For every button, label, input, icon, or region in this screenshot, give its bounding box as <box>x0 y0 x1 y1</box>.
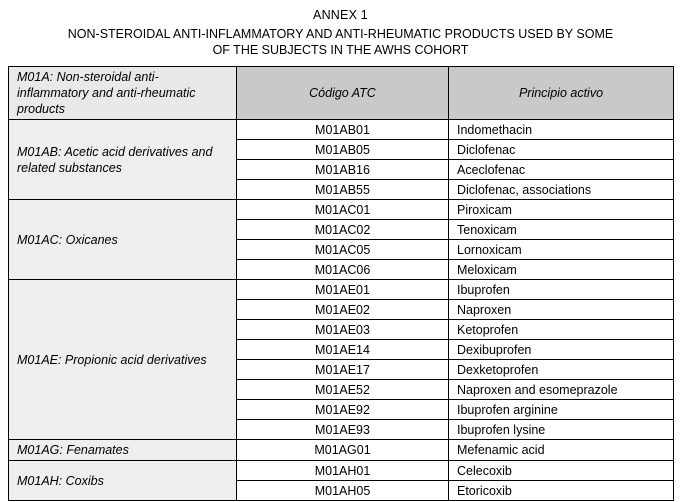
header-substance-cell: Principio activo <box>449 67 674 120</box>
substance-name-cell: Ibuprofen arginine <box>449 400 674 420</box>
substance-name-cell: Meloxicam <box>449 260 674 280</box>
atc-code-cell: M01AE02 <box>237 300 449 320</box>
table-row <box>9 440 674 461</box>
atc-code-cell: M01AB16 <box>237 160 449 180</box>
atc-code-cell: M01AE01 <box>237 280 449 300</box>
table-row <box>9 200 674 220</box>
substance-name-cell: Aceclofenac <box>449 160 674 180</box>
substance-name-cell: Etoricoxib <box>449 481 674 501</box>
atc-code-cell: M01AC06 <box>237 260 449 280</box>
atc-code-cell: M01AC05 <box>237 240 449 260</box>
atc-table <box>8 66 674 501</box>
substance-name-cell: Naproxen <box>449 300 674 320</box>
table-row <box>9 280 674 300</box>
substance-name-cell: Dexibuprofen <box>449 340 674 360</box>
atc-code-cell: M01AE52 <box>237 380 449 400</box>
group-label-cell: M01AG: Fenamates <box>9 440 237 461</box>
substance-name-cell: Diclofenac, associations <box>449 180 674 200</box>
atc-code-cell: M01AE17 <box>237 360 449 380</box>
substance-name-cell: Ketoprofen <box>449 320 674 340</box>
header-code-cell: Código ATC <box>237 67 449 120</box>
group-label-cell: M01AB: Acetic acid derivatives and related substances <box>9 120 237 200</box>
atc-code-cell: M01AE92 <box>237 400 449 420</box>
atc-code-cell: M01AE14 <box>237 340 449 360</box>
header-category-cell: M01A: Non-steroidal anti-inflammatory and anti-rheumatic products <box>9 67 237 120</box>
substance-name-cell: Mefenamic acid <box>449 440 674 461</box>
atc-code-cell: M01AB01 <box>237 120 449 140</box>
atc-code-cell: M01AE93 <box>237 420 449 440</box>
atc-code-cell: M01AE03 <box>237 320 449 340</box>
substance-name-cell: Ibuprofen <box>449 280 674 300</box>
substance-name-cell: Lornoxicam <box>449 240 674 260</box>
document-title-line-1: NON-STEROIDAL ANTI-INFLAMMATORY AND ANTI-RHEUMATIC PRODUCTS USED BY SOME <box>67 27 614 41</box>
substance-name-cell: Celecoxib <box>449 461 674 481</box>
atc-code-cell: M01AH05 <box>237 481 449 501</box>
substance-name-cell: Ibuprofen lysine <box>449 420 674 440</box>
atc-table-body <box>9 67 674 501</box>
atc-code-cell: M01AC02 <box>237 220 449 240</box>
atc-code-cell: M01AG01 <box>237 440 449 461</box>
substance-name-cell: Tenoxicam <box>449 220 674 240</box>
substance-name-cell: Piroxicam <box>449 200 674 220</box>
group-label-cell: M01AC: Oxicanes <box>9 200 237 280</box>
atc-code-cell: M01AB05 <box>237 140 449 160</box>
table-row <box>9 120 674 140</box>
atc-code-cell: M01AC01 <box>237 200 449 220</box>
group-label-cell: M01AH: Coxibs <box>9 461 237 501</box>
document-title <box>8 26 673 58</box>
table-row <box>9 461 674 481</box>
substance-name-cell: Indomethacin <box>449 120 674 140</box>
substance-name-cell: Diclofenac <box>449 140 674 160</box>
atc-code-cell: M01AB55 <box>237 180 449 200</box>
document-title-line-2: OF THE SUBJECTS IN THE AWHS COHORT <box>212 43 469 57</box>
substance-name-cell: Dexketoprofen <box>449 360 674 380</box>
substance-name-cell: Naproxen and esomeprazole <box>449 380 674 400</box>
atc-code-cell: M01AH01 <box>237 461 449 481</box>
table-header-row <box>9 67 674 120</box>
annex-label: ANNEX 1 <box>313 8 368 22</box>
group-label-cell: M01AE: Propionic acid derivatives <box>9 280 237 440</box>
